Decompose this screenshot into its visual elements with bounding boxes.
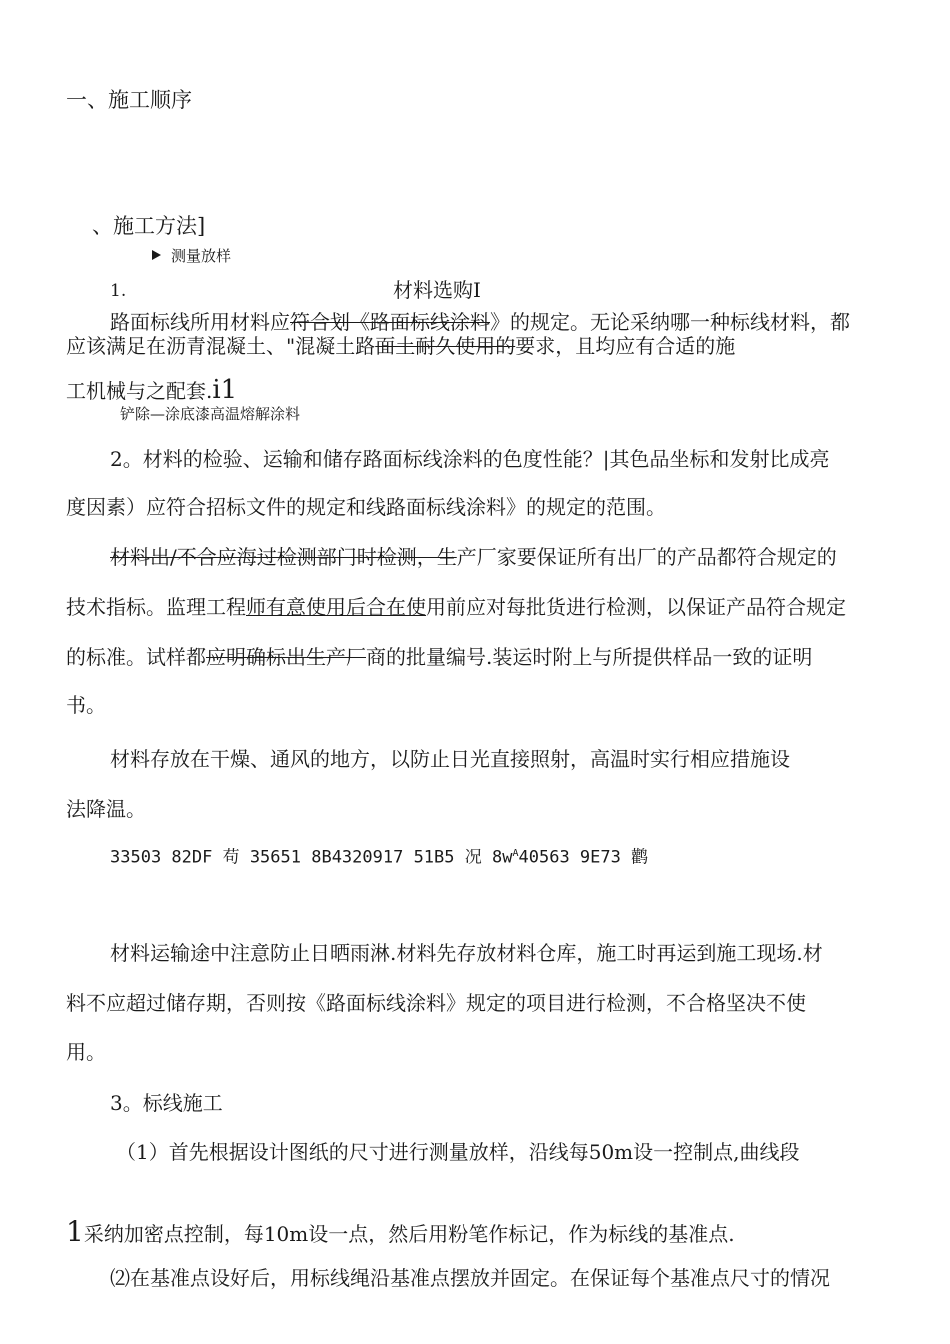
p3-text-g: 的标准。试样都 <box>66 645 206 669</box>
paragraph-2-line-2: 度因素）应符合招标文件的规定和线路面标线涂料》的规定的范围。 <box>66 495 666 519</box>
paragraph-4-line-1: 材料存放在干燥、通风的地方，以防止日光直接照射，高温时实行相应措施设 <box>110 747 790 771</box>
encoded-character-line <box>110 849 648 867</box>
item-1-title: 材料选购I <box>393 278 481 302</box>
paragraph-5-line-2: 料不应超过储存期，否则按《路面标线涂料》规定的项目进行检测，不合格坚决不使 <box>66 991 806 1015</box>
triangle-bullet-icon <box>152 250 161 260</box>
paragraph-3-line-3 <box>66 647 812 667</box>
paragraph-3-line-1 <box>110 547 837 567</box>
paragraph-4-line-2: 法降温。 <box>66 797 146 821</box>
codes-part-a: 33503 82DF 苟 35651 8B4320917 51B5 况 8w <box>110 847 513 868</box>
bullet-survey-layout <box>152 249 231 264</box>
p6-lead-mark: 1 <box>66 1215 84 1248</box>
section-heading-construction-method: 、施工方法] <box>92 214 206 238</box>
p1-strike-b: 符合划《路面标线涂料 <box>290 310 490 334</box>
paragraph-3-line-2 <box>66 597 846 617</box>
p1-mark-h: i1 <box>212 375 238 405</box>
paragraph-6-line-2 <box>66 1215 735 1248</box>
codes-part-b: 40563 9E73 鹳 <box>518 847 649 868</box>
paragraph-1-line-2 <box>66 336 735 356</box>
p3-text-f: 用前应对每批货进行检测，以保证产品符合规定 <box>426 595 846 619</box>
paragraph-1-line-1 <box>110 312 850 332</box>
paragraph-3-line-4: 书。 <box>66 693 106 717</box>
paragraph-6-line-3: ⑵在基准点设好后，用标线绳沿基准点摆放并固定。在保证每个基准点尺寸的情况 <box>110 1266 830 1290</box>
p3-strike-h: 应明确标出生产厂 <box>206 645 366 669</box>
p1-text-g: 工机械与之配套. <box>66 379 213 403</box>
section-heading-construction-sequence: 一、施工顺序 <box>66 88 192 112</box>
p1-text-a: 路面标线所用材料应 <box>110 310 290 334</box>
p3-strike-b: 出/不合应海过检测部门时检测，生 <box>150 545 457 569</box>
item-1-number: 1. <box>110 281 127 301</box>
p1-text-c: 》的规定。无论采纳哪一种标线材料，都 <box>490 310 850 334</box>
paragraph-1-line-3 <box>66 377 237 403</box>
sub-note-process: 铲除—涂底漆高温熔解涂料 <box>120 405 301 423</box>
p3-strike-a: 材料 <box>110 545 150 569</box>
codes-superscript: A <box>512 848 519 859</box>
p1-text-d: 应该满足在沥青混凝土、"混凝土路 <box>66 334 376 358</box>
p3-underline-e: 师有意使用后合在使 <box>246 595 426 619</box>
p3-text-i: 商的批量编号.装运时附上与所提供样品一致的证明 <box>366 645 813 669</box>
paragraph-6-line-1: （1）首先根据设计图纸的尺寸进行测量放样，沿线每50m设一控制点,曲线段 <box>116 1140 800 1164</box>
p3-text-d: 技术指标。监理工程 <box>66 595 246 619</box>
paragraph-5-line-3: 用。 <box>66 1040 106 1064</box>
bullet-survey-label: 测量放样 <box>171 247 232 265</box>
paragraph-5-line-1: 材料运输途中注意防止日晒雨淋.材料先存放材料仓库，施工时再运到施工现场.材 <box>110 941 823 965</box>
p1-strike-e: 面土耐久使用的 <box>375 334 516 358</box>
p6-text-line-2: 采纳加密点控制，每10m设一点，然后用粉笔作标记，作为标线的基准点. <box>83 1222 735 1246</box>
paragraph-2-line-1: 2。材料的检验、运输和储存路面标线涂料的色度性能？|其色品坐标和发射比成亮 <box>110 447 830 471</box>
p1-text-f: 要求，且均应有合适的施 <box>515 334 736 358</box>
p3-text-c: 产厂家要保证所有出厂的产品都符合规定的 <box>456 545 837 569</box>
item-3-heading: 3。标线施工 <box>110 1091 223 1115</box>
